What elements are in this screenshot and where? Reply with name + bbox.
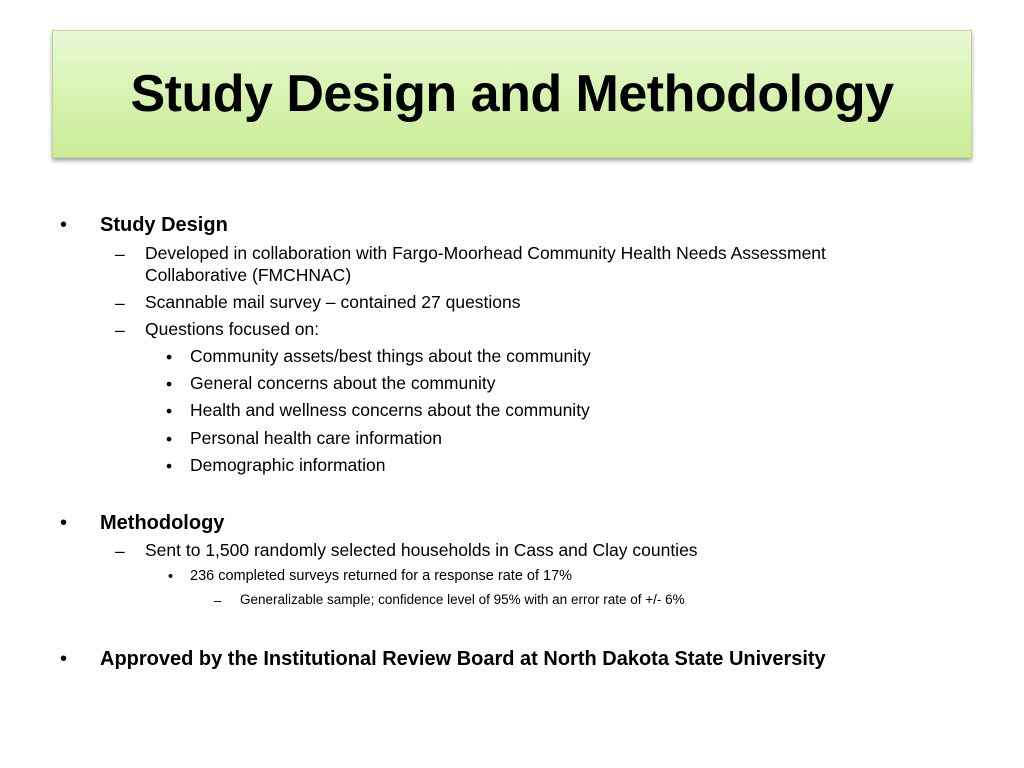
bullet-icon: • [166,456,173,476]
bullet-icon: • [166,374,173,394]
study-design-heading: Study Design [100,214,228,236]
dash-icon: – [214,593,222,608]
list-item: Community assets/best things about the community [190,346,591,366]
bullet-icon: • [60,648,68,670]
bullet-icon: • [166,401,173,421]
bullet-icon: • [60,214,68,236]
list-item: Sent to 1,500 randomly selected households in Cass and Clay counties [145,540,698,560]
slide-title: Study Design and Methodology [130,65,894,123]
dash-icon: – [115,541,125,561]
list-item: 236 completed surveys returned for a response rate of 17% [190,568,573,584]
bullet-icon: • [166,347,173,367]
bullet-icon: • [168,569,174,585]
list-item: Collaborative (FMCHNAC) [145,265,352,285]
list-item: Developed in collaboration with Fargo-Moorhead Community Health Needs Assessment [145,243,826,263]
list-item: Generalizable sample; confidence level of 95% with an error rate of +/- 6% [240,592,685,607]
dash-icon: – [115,320,125,340]
list-item: Questions focused on: [145,319,320,339]
list-item: Scannable mail survey – contained 27 questions [145,292,521,312]
bullet-icon: • [60,512,68,534]
methodology-heading: Methodology [100,512,225,534]
approval-heading: Approved by the Institutional Review Board at North Dakota State University [100,648,826,670]
list-item: General concerns about the community [190,373,496,393]
dash-icon: – [115,244,125,264]
list-item: Health and wellness concerns about the community [190,400,590,420]
list-item: Demographic information [190,455,386,475]
dash-icon: – [115,293,125,313]
list-item: Personal health care information [190,428,442,448]
bullet-icon: • [166,429,173,449]
